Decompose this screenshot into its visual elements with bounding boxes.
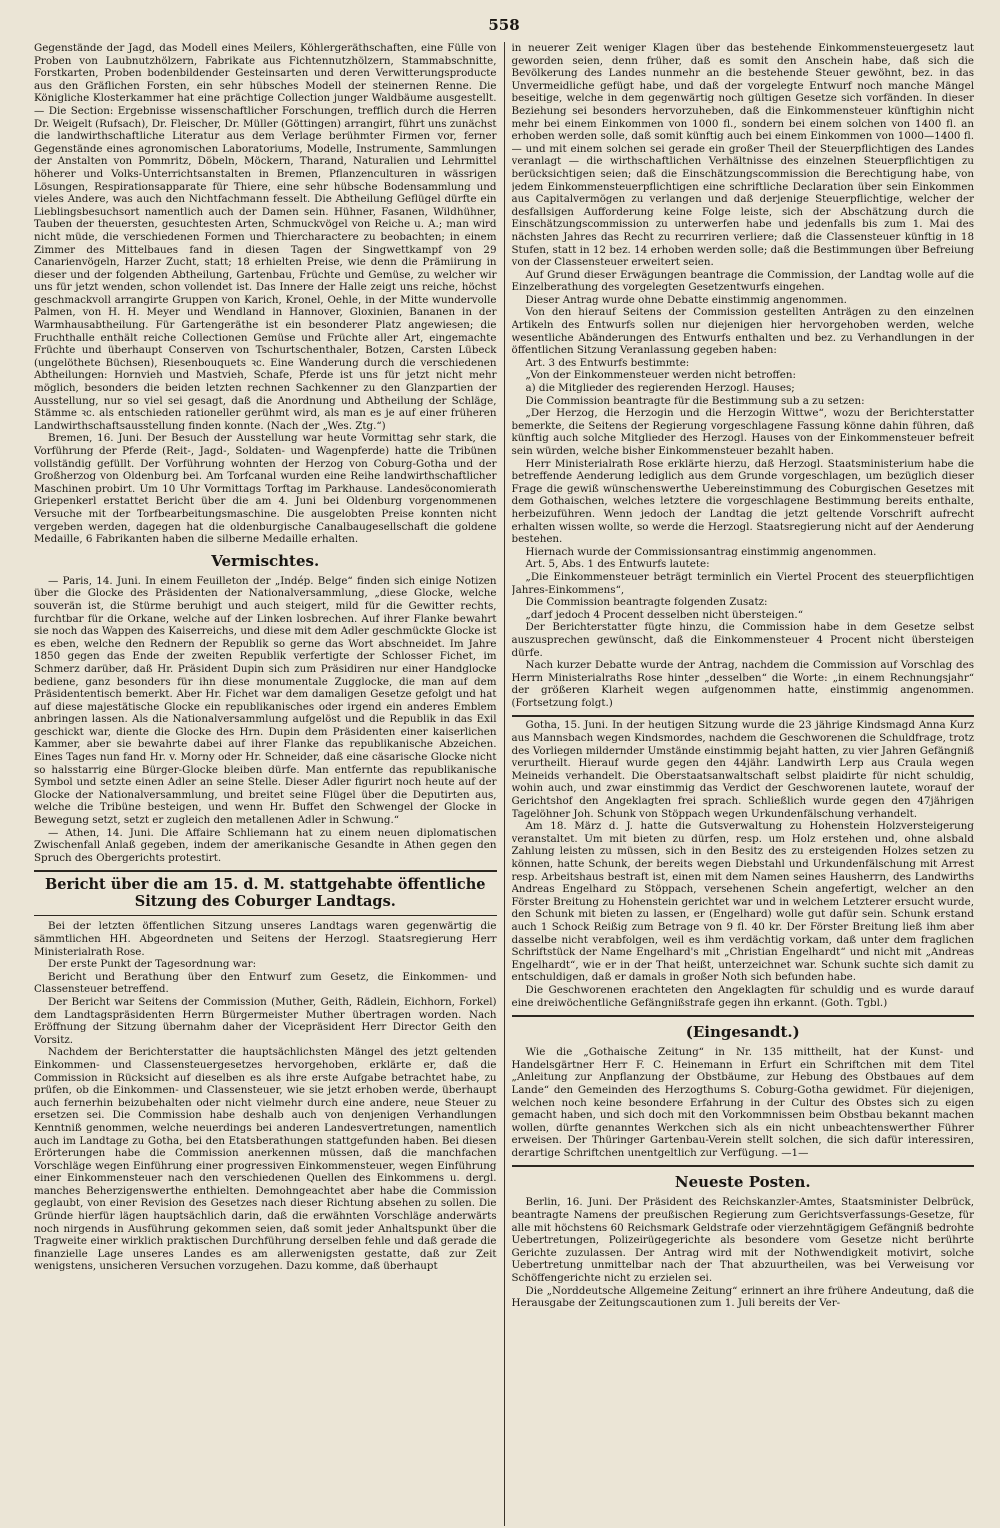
paragraph: „darf jedoch 4 Procent desselben nicht übersteigen.“ bbox=[525, 608, 803, 621]
paragraph: „Die Einkommensteuer beträgt terminlich ein Viertel Procent des steuerpflichtigen Jahres-Einkommens“, bbox=[511, 570, 975, 596]
right-column bbox=[512, 42, 975, 1526]
section-heading-bericht: Bericht über die am 15. d. M. stattgehabte öffentliche Sitzung des Coburger Landtags. bbox=[45, 876, 486, 911]
paragraph: Die Commission beantragte folgenden Zusatz: bbox=[525, 596, 768, 609]
paragraph: „Der Herzog, die Herzogin und die Herzogin Wittwe“, wozu der Berichterstatter bemerkte, die Seitens der Regierung vorgeschlagene Fassung könne dahin führen, daß künftig auch solche Mitglieder des Herzogl. Hauses von der Einkommensteuer befreit sein würden, welche bisher Einkommensteuer bezahlt haben. bbox=[511, 407, 975, 457]
paragraph: Die Commission beantragte für die Bestimmung sub a zu setzen: bbox=[525, 394, 865, 407]
section-heading-vermischtes: Vermischtes. bbox=[211, 551, 320, 570]
paragraph: Der Bericht war Seitens der Commission (Muther, Geith, Rädlein, Eichhorn, Forkel) dem Landtagspräsidenten Herrn Bürgermeister Muther übertragen worden. Nach Eröffnung der Sitzung übernahm daher der Vicepräsident Herr Director Geith den Vorsitz. bbox=[34, 995, 497, 1046]
column-rule bbox=[504, 42, 505, 1526]
paragraph: Nachdem der Berichterstatter die hauptsächlichsten Mängel des jetzt geltenden Einkommen- und Classensteuergesetzes hervorgehoben, erklärte er, daß die Commission in Rücksicht auf dieselben es als ihre erste Aufgabe betrachtet habe, zu prüfen, ob die Einkommen- und Classensteuer, wie sie jetzt erhoben werde, überhaupt auch fernerhin beizubehalten oder nicht vielmehr durch eine andere, neue Steuer zu ersetzen sei. Die Commission habe deshalb auch von denjenigen Verhandlungen Kenntniß genommen, welche neuerdings bei anderen Landesvertretungen, namentlich auch im Landtage zu Gotha, bei den Etatsberathungen stattgefunden haben. Bei diesen Erörterungen habe die Commission anerkennen müssen, daß die manchfachen Vorschläge wegen Einführung einer progressiven Einkommensteuer, wegen Einführung einer Einkommensteuer nach den verschiedenen Quellen des Einkommens u. dergl. manches Beherzigenswerthe enthielten. Demohngeachtet aber habe die Commission geglaubt, von einer Revision des Gesetzes nach dieser Richtung absehen zu sollen. Die Gründe hierfür lägen hauptsächlich darin, daß die erwähnten Vorschläge anderwärts noch nirgends in Ausführung gekommen seien, daß somit jeder Anhaltspunkt über die Tragweite einer wirklich praktischen Durchführung derselben fehle und daß gerade die finanzielle Lage unseres Landes es am allerwenigsten gestatte, daß zur Zeit wenigstens, unsicheren Versuchen vorzugehen. Dazu komme, daß überhaupt bbox=[34, 1046, 497, 1273]
paragraph: Hiernach wurde der Commissionsantrag einstimmig angenommen. bbox=[525, 545, 877, 558]
paragraph: Nach kurzer Debatte wurde der Antrag, nachdem die Commission auf Vorschlag des Herrn Ministerialraths Rose hinter „desselben“ die Worte: „in einem Rechnungsjahr“ der größeren Klarheit wegen aufgenommen hatte, einstimmig angenommen. (Fortsetzung folgt.) bbox=[511, 659, 975, 709]
divider bbox=[512, 715, 975, 717]
paragraph: Der erste Punkt der Tagesordnung war: bbox=[48, 958, 257, 971]
paragraph: Der Berichterstatter fügte hinzu, die Commission habe in dem Gesetze selbst auszusprechen gewünscht, daß die Einkommensteuer 4 Procent nicht übersteigen dürfe. bbox=[511, 621, 975, 659]
divider bbox=[512, 1165, 975, 1167]
article-bremen: Bremen, 16. Juni. Der Besuch der Ausstellung war heute Vormittag sehr stark, die Vorführung der Pferde (Reit-, Jagd-, Soldaten- und Wagenpferde) hatte die Tribünen vollständig gefüllt. Der Vorführung wohnten der Herzog von Coburg-Gotha und der Großherzog von Oldenburg bei. Am Torfcanal wurden eine Reihe landwirthschaftlicher Maschinen probirt. Um 10 Uhr Vormittags Torftag im Parkhause. Landesöconomierath Griepenkerl erstattet Bericht über die am 4. Juni bei Oldenburg vorgenommenen Versuche mit der Torfbearbeitungsmaschine. Die ausgelobten Preise konnten nicht vergeben werden, dagegen hat die oldenburgische Canalbaugesellschaft die goldene Medaille, 6 Fabrikanten haben die silberne Medaille erhalten. bbox=[34, 432, 497, 546]
paragraph: Art. 5, Abs. 1 des Entwurfs lautete: bbox=[525, 558, 710, 571]
paragraph: Bei der letzten öffentlichen Sitzung unseres Landtags waren gegenwärtig die sämmtlichen HH. Abgeordneten und Seitens der Herzogl. Staatsregierung Herr Ministerialrath Rose. bbox=[34, 920, 497, 958]
left-column bbox=[34, 42, 497, 1526]
paragraph: Herr Ministerialrath Rose erklärte hierzu, daß Herzogl. Staatsministerium habe die betreffende Aenderung lediglich aus dem Grunde vorgeschlagen, um bezüglich dieser Frage die gewiß wünschenswerthe Uebereinstimmung des Coburgischen Gesetzes mit dem Gothaischen, welches letztere die vorgeschlagene Bestimmung bereits enthalte, herbeizuführen. Wenn jedoch der Landtag die jetzt geltende Vorschrift aufrecht erhalten wissen wollte, so werde die Herzogl. Staatsregierung nicht auf der Aenderung bestehen. bbox=[511, 457, 975, 546]
paragraph: Die Geschworenen erachteten den Angeklagten für schuldig und es wurde darauf eine dreiwöchentliche Gefängnißstrafe gegen ihn erkannt. (Goth. Tgbl.) bbox=[511, 983, 975, 1009]
paragraph: Die „Norddeutsche Allgemeine Zeitung“ erinnert an ihre frühere Andeutung, daß die Herausgabe der Zeitungscautionen zum 1. Juli bereits der Ver- bbox=[511, 1284, 975, 1310]
paragraph: a) die Mitglieder des regierenden Herzogl. Hauses; bbox=[525, 382, 795, 395]
article-gotha: Gotha, 15. Juni. In der heutigen Sitzung wurde die 23 jährige Kindsmagd Anna Kurz aus Mannsbach wegen Kindsmordes, nachdem die Geschworenen die Schuldfrage, trotz des Vorliegen mildernder Umstände einstimmig bejaht hatten, zu vier Jahren Gefängniß verurtheilt. Hierauf wurde gegen den 44jähr. Landwirth Lerp aus Craula wegen Meineids verhandelt. Die Oberstaatsanwaltschaft selbst plaidirte für nicht schuldig, wohin auch, und zwar einstimmig das Verdict der Geschworenen lautete, worauf der Gerichtshof den Angeklagten frei sprach. Schließlich wurde gegen den 47jährigen Tagelöhner Joh. Schunk von Stöppach wegen Urkundenfälschung verhandelt. bbox=[511, 719, 975, 820]
section-heading-neueste-posten: Neueste Posten. bbox=[674, 1173, 811, 1192]
article-athen: — Athen, 14. Juni. Die Affaire Schliemann hat zu einem neuen diplomatischen Zwischenfall Anlaß gegeben, indem der amerikanische Gesandte in Athen gegen den Spruch des Obergerichts protestirt. bbox=[34, 826, 497, 864]
columns bbox=[34, 42, 974, 1526]
divider bbox=[512, 1015, 975, 1017]
paragraph: Dieser Antrag wurde ohne Debatte einstimmig angenommen. bbox=[525, 293, 847, 306]
article-berlin: Berlin, 16. Juni. Der Präsident des Reichskanzler-Amtes, Staatsminister Delbrück, beantragte Namens der preußischen Regierung zum Gerichtsverfassungs-Gesetze, für alle mit höchstens 60 Reichsmark Geldstrafe oder vierzehntägigem Gefängniß bedrohte Uebertretungen, Polizeirügegerichte als besondere vom Gesetze nicht berührte Gerichte zuzulassen. Der Antrag wird mit der Nothwendigkeit motivirt, solche Uebertretung unmittelbar nach der That abzuurtheilen, was bei Verweisung vor Schöffengerichte nicht zu erzielen sei. bbox=[511, 1196, 975, 1285]
paragraph: Auf Grund dieser Erwägungen beantrage die Commission, der Landtag wolle auf die Einzelberathung des vorgelegten Gesetzentwurfs eingehen. bbox=[511, 268, 975, 294]
paragraph: Bericht und Berathung über den Entwurf zum Gesetz, die Einkommen- und Classensteuer betreffend. bbox=[34, 970, 497, 996]
article-eingesandt: Wie die „Gothaische Zeitung“ in Nr. 135 mittheilt, hat der Kunst- und Handelsgärtner Herr F. C. Heinemann in Erfurt ein Schriftchen mit dem Titel „Anleitung zur Anpflanzung der Obstbäume, zur Hebung des Obstbaues auf dem Lande“ den Gemeinden des Herzogthums S. Coburg-Gotha gewidmet. Für diejenigen, welchen noch keine besondere Erfahrung in der Cultur des Obstes sich zu eigen gemacht haben, und sich doch mit den Vorkommnissen beim Obstbau bekannt machen wollen, dürfte genanntes Werkchen sich als ein nicht unbeachtenswerther Führer erweisen. Der Thüringer Gartenbau-Verein stellt solchen, die sich dafür interessiren, derartige Schriftchen unentgeltlich zur Verfügung. —1— bbox=[511, 1046, 975, 1159]
paragraph: Von den hierauf Seitens der Commission gestellten Anträgen zu den einzelnen Artikeln des Entwurfs sollen nur diejenigen hier hervorgehoben werden, welche wesentliche Abänderungen des Entwurfs enthalten und bez. zu Verhandlungen in der öffentlichen Sitzung Veranlassung gegeben haben: bbox=[511, 306, 975, 357]
article-exhibition-continued: Gegenstände der Jagd, das Modell eines Meilers, Köhlergeräthschaften, eine Fülle von Proben von Laubnutzhölzern, Fabrikate aus Fichtennutzhölzern, Stammabschnitte, Forstkarten, Proben bodenbildender Gesteinsarten und deren Verwitterungsproducte aus den Gräflichen Forsten, ein sehr hübsches Modell der steinernen Renne. Die Königliche Klosterkammer hat eine prächtige Collection junger Waldbäume ausgestellt. — Die Section: Ergebnisse wissenschaftlicher Forschungen, trefflich durch die Herren Dr. Weigelt (Rufsach), Dr. Fleischer, Dr. Müller (Göttingen) arrangirt, führt uns zunächst die landwirthschaftliche Literatur aus dem Verlage berühmter Firmen vor, ferner Gegenstände eines agronomischen Laboratoriums, Modelle, Instrumente, Sammlungen der Anstalten von Pommritz, Döbeln, Möckern, Tharand, Naturalien und Lehrmittel höherer und Volks-Unterrichtsanstalten in Bremen, Pflanzenculturen in wässrigen Lösungen, Respirationsapparate für Thiere, eine sehr hübsche Bodensammlung und vieles Andere, was auch den Nichtfachmann fesselt. Die Abtheilung Geflügel dürfte ein Lieblingsbesuchsort namentlich auch der Damen sein. Hühner, Fasanen, Wildhühner, Tauben der theuersten, gesuchtesten Arten, Schmuckvögel von Reiche u. A.; man wird nicht müde, die verschiedenen Formen und Thiercharactere zu beobachten; in einem Zimmer des Mittelbaues fand in diesen Tagen der Singwettkampf von 29 Canarienvögeln, Harzer Zucht, statt; 18 erhielten Preise, wie denn die Prämiirung in dieser und der folgenden Abtheilung, Gartenbau, Früchte und Gemüse, zu welcher wir uns für jetzt wenden, schon vollendet ist. Das Innere der Halle zeigt uns reiche, höchst geschmackvoll arrangirte Gruppen von Karich, Kronel, Oehle, in der Mitte wundervolle Palmen, von H. H. Meyer und Wendland in Hannover, Gloxinien, Bananen in der Warmhausabtheilung. Für Gartengeräthe ist ein besonderer Platz angewiesen; die Fruchthalle enthält reiche Collectionen Gemüse und Früchte aller Art, eingemachte Früchte und überhaupt Conserven von Tschurtschenthaler, Botzen, Carsten Lübeck (ungelöthete Büchsen), Riesenbouquets ꝛc. Eine Wanderung durch die verschiedenen Abtheilungen: Hornvieh und Mastvieh, Schafe, Pferde ist uns für jetzt nicht mehr möglich, besonders die beiden letzten rechnen Sachkenner zu den Glanzpartien der Ausstellung, nur so viel sei gesagt, daß die Anordnung und Abtheilung der Schläge, Stämme ꝛc. als entschieden rationeller gerühmt wird, als man es je auf einer früheren Landwirthschaftsausstellung finden konnte. (Nach der „Wes. Ztg.“) bbox=[34, 42, 497, 432]
paragraph: Art. 3 des Entwurfs bestimmte: bbox=[525, 356, 690, 369]
article-paris: — Paris, 14. Juni. In einem Feuilleton der „Indép. Belge“ finden sich einige Notizen über die Glocke des Präsidenten der Nationalversammlung, „diese Glocke, welche souverän ist, die Stürme beruhigt und auch steigert, mild für die Gewitter rechts, furchtbar für die Orkane, welche auf der Linken losbrechen. Auf ihrer Flanke bewahrt sie noch das Wappen des Kaiserreichs, und diese mit dem Adler geschmückte Glocke ist es eben, welche den Rednern der Republik so gerne das Wort abschneidet. Im Jahre 1850 gegen das Ende der zweiten Republik verfertigte der Schlosser Fichet, im Schmerz darüber, daß Hr. Präsident Dupin sich zum Präsidiren nur einer Handglocke bediene, ganz besonders für ihn diese monumentale Zugglocke, die man auf dem Präsidententisch bemerkt. Aber Hr. Fichet war dem damaligen Gesetze gefolgt und hat auf diese majestätische Glocke ein republikanisches oder irgend ein anderes Emblem anbringen lassen. Als die Nationalversammlung aufgelöst und die Republik in das Exil geschickt war, diente die Glocke des Hrn. Dupin dem Präsidenten einer kaiserlichen Kammer, aber sie bewahrte dabei auf ihrer Flanke das republikanische Abzeichen. Eines Tages nun fand Hr. v. Morny oder Hr. Schneider, daß eine cäsarische Glocke nicht so halsstarrig eine Bürger-Glocke bleiben dürfe. Man entfernte das republikanische Symbol und setzte einen Adler an seine Stelle. Dieser Adler figurirt noch heute auf der Glocke der Nationalversammlung, und breitet seine Flügel über die Deputirten aus, welche die Tribüne besteigen, und wenn Hr. Buffet den Schwengel der Glocke in Bewegung setzt, setzt er zugleich den metallenen Adler in Schwung.“ bbox=[34, 574, 497, 827]
paragraph: in neuerer Zeit weniger Klagen über das bestehende Einkommensteuergesetz laut geworden seien, denn früher, daß es somit den Anschein habe, daß sich die Bevölkerung des Landes nunmehr an die bestehende Steuer gewöhnt, bez. in das Unvermeidliche gefügt habe, und daß der vorgelegte Entwurf noch manche Mängel beseitige, welche in dem gegenwärtig noch gültigen Gesetze sich vorfänden. In dieser Beziehung sei besonders hervorzuheben, daß die Einkommensteuer künftighin nicht mehr bei einem Einkommen von 1000 fl., sondern bei einem solchen von 1400 fl. an erhoben werden solle, daß somit künftig auch bei einem Einkommen von 1000—1400 fl. — und mit einem solchen sei gerade ein großer Theil der Steuerpflichtigen des Landes veranlagt — die wirthschaftlichen Verhältnisse des einzelnen Steuerpflichtigen zu berücksichtigen seien; daß die Einschätzungscommission die Berechtigung habe, von jedem Einkommensteuerpflichtigen eine schriftliche Declaration über sein Einkommen aus Capitalvermögen zu verlangen und daß derjenige Steuerpflichtige, welcher der desfallsigen Aufforderung keine Folge leiste, sich der Abschätzung durch die Einschätzungscommission zu unterwerfen habe und jedenfalls bis zum 1. Mai des nächsten Jahres das Recht zu recurriren verliere; daß die Classensteuer künftig in 18 Stufen, statt in 12 bez. 14 erhoben werden solle; daß die Bestimmungen über Befreiung von der Classensteuer erweitert seien. bbox=[511, 42, 975, 269]
divider bbox=[34, 915, 497, 916]
paragraph: Am 18. März d. J. hatte die Gutsverwaltung zu Hohenstein Holzversteigerung veranstaltet. Um mit bieten zu dürfen, resp. um Holz erstehen und, ohne alsbald Zahlung leisten zu müssen, sich in den Besitz des zu ersteigenden Holzes setzen zu können, hatte Schunk, der bereits wegen Diebstahl und Urkundenfälschung mit Arrest resp. Arbeitshaus bestraft ist, einen mit dem Namen seines Hausherrn, des Landwirths Andreas Engelhard zu Stöppach, versehenen Schein angefertigt, welcher an den Förster Breitung zu Hohenstein gerichtet war und in welchem Letzterer ersucht wurde, den Schunk mit bieten zu lassen, er (Engelhard) wolle gut dafür sein. Schunk erstand auch 1 Schock Reißig zum Betrage von 9 fl. 40 kr. Der Förster Breitung ließ ihm aber dasselbe nicht verabfolgen, weil es ihm verdächtig vorkam, daß unter dem fraglichen Schriftstück der Name Engelhard's mit „Christian Engelhardt“ und nicht mit „Andreas Engelhardt“, wie er in der That heißt, unterzeichnet war. Schunk suchte sich damit zu entschuldigen, daß er damals in großer Noth sich befunden habe. bbox=[511, 820, 975, 984]
section-heading-eingesandt: (Eingesandt.) bbox=[685, 1023, 800, 1042]
page-number: 558 bbox=[488, 16, 520, 34]
paragraph: „Von der Einkommensteuer werden nicht betroffen: bbox=[525, 369, 796, 382]
divider bbox=[34, 870, 497, 872]
